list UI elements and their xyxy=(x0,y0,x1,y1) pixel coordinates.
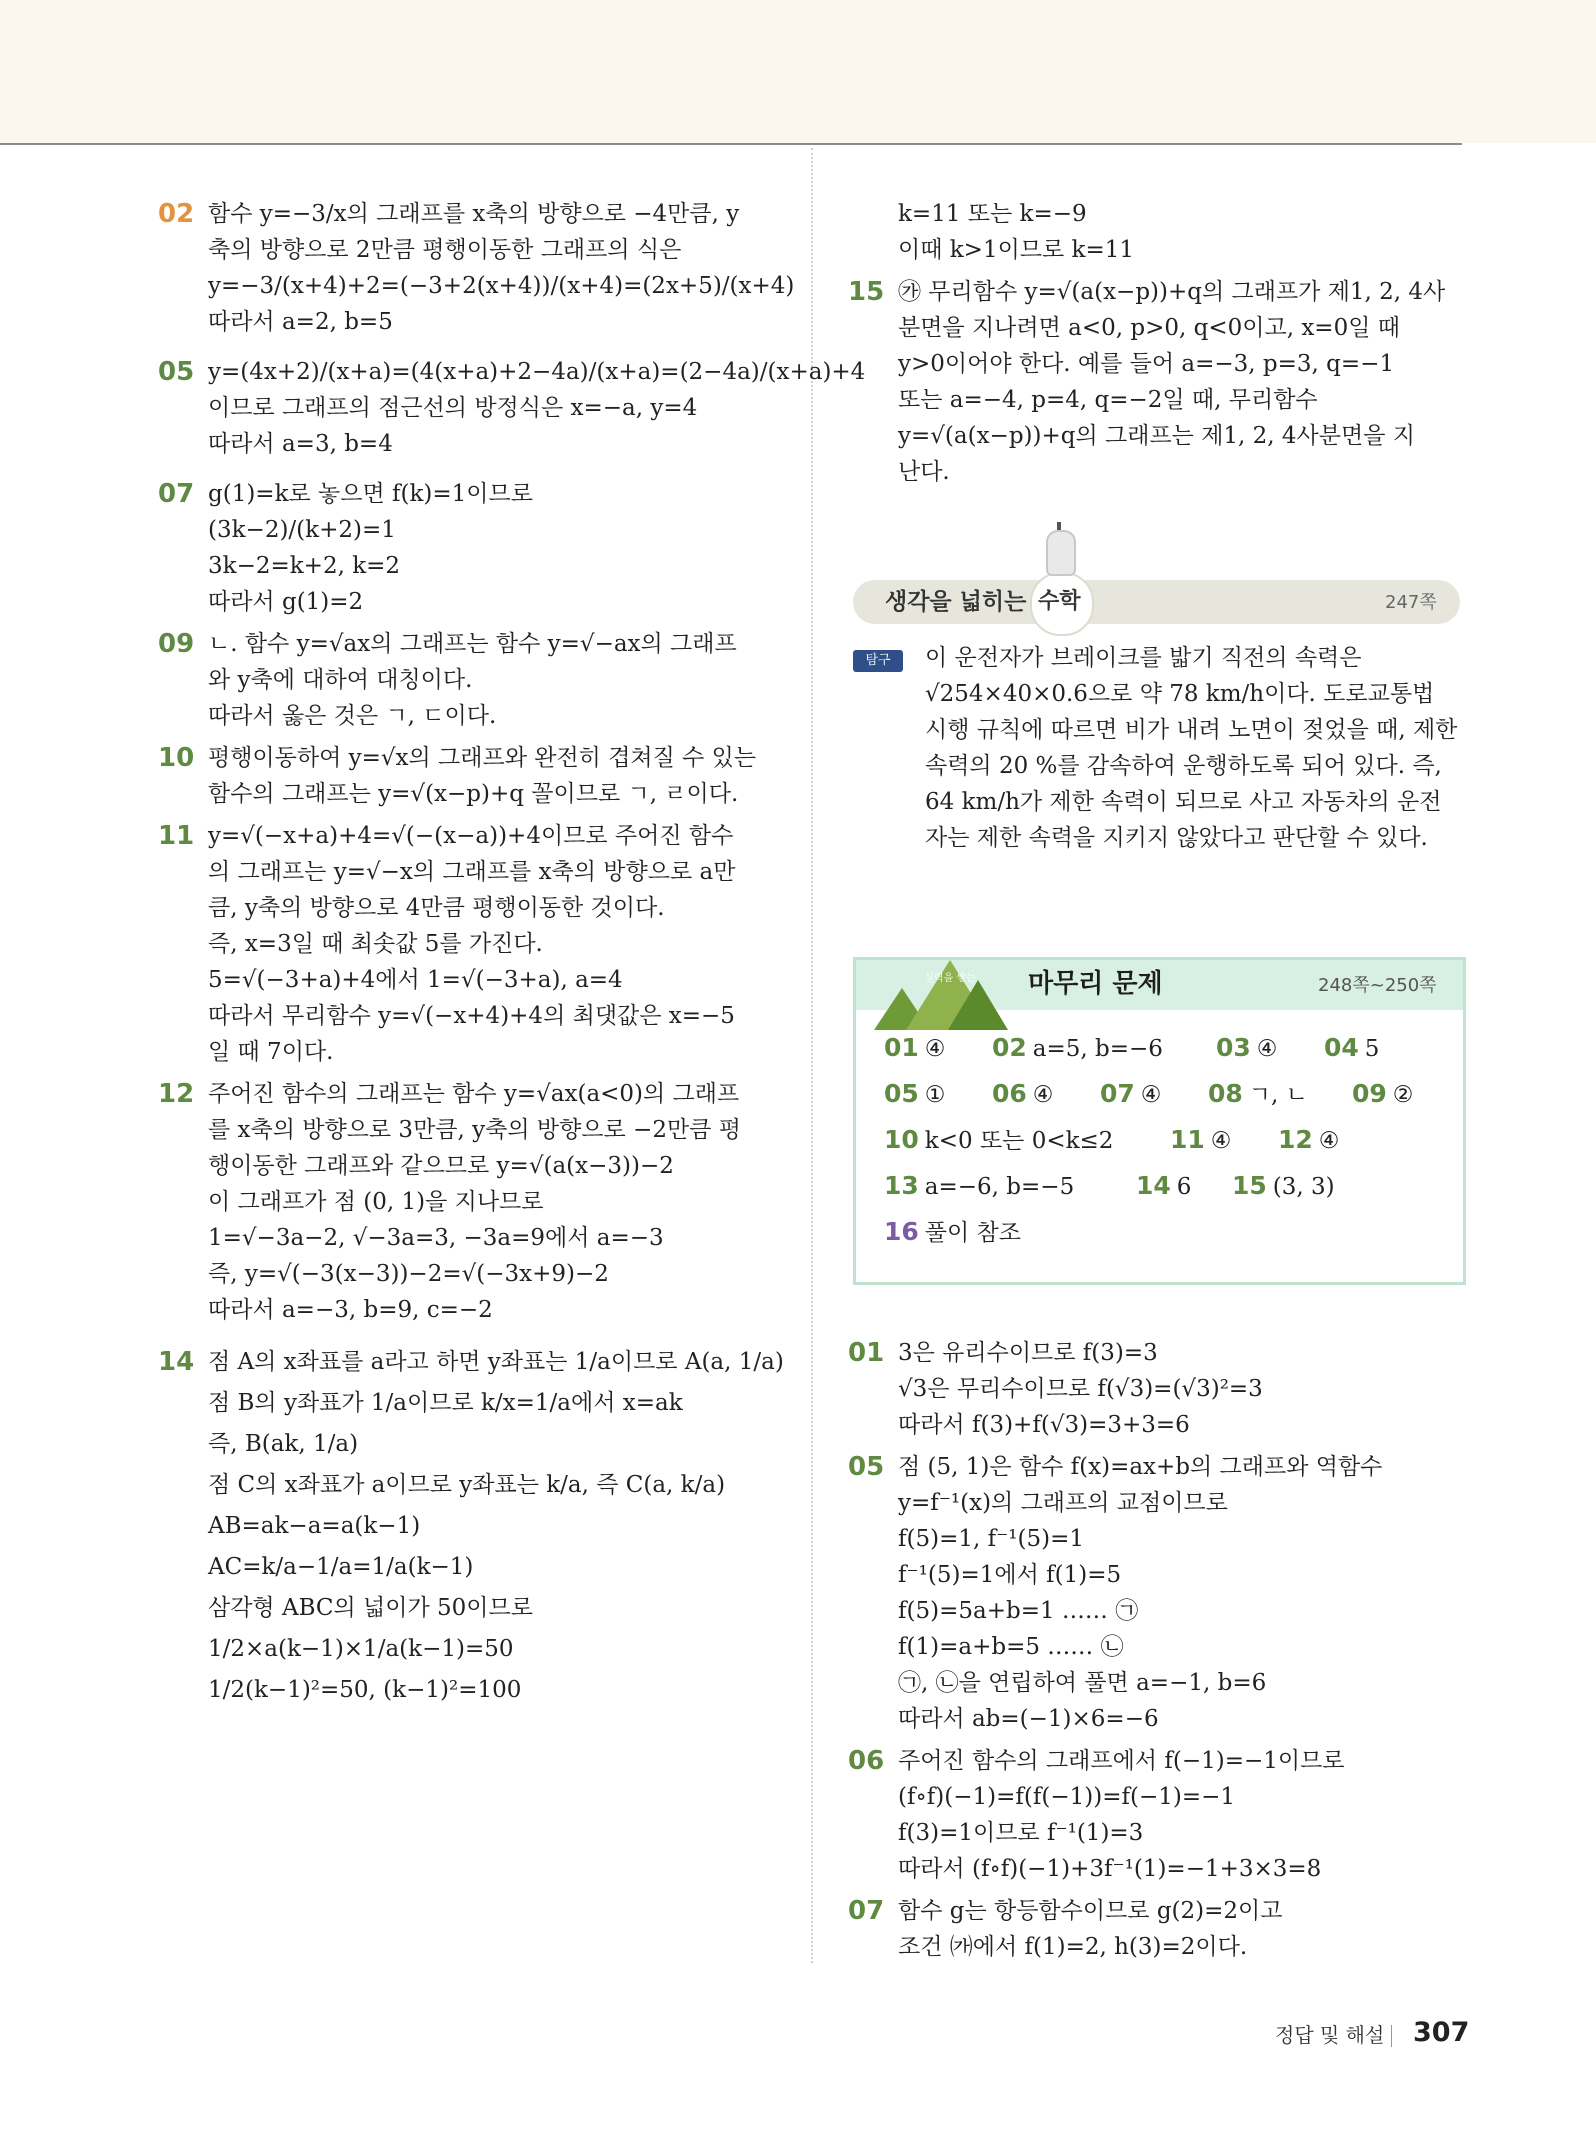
solution-line: 따라서 g(1)=2 xyxy=(208,589,364,615)
solution-line: 함수 y=−3/x의 그래프를 x축의 방향으로 −4만큼, y xyxy=(208,201,740,227)
solution-line: 따라서 a=3, b=4 xyxy=(208,431,393,457)
solution-line: 주어진 함수의 그래프는 함수 y=√ax(a<0)의 그래프 xyxy=(208,1081,740,1107)
problem-number: 07 xyxy=(848,1896,885,1926)
problem-number: 07 xyxy=(158,479,195,509)
right-column-top xyxy=(848,196,1463,496)
solution-line: ㄴ. 함수 y=√ax의 그래프는 함수 y=√−ax의 그래프 xyxy=(208,631,737,657)
solution-line: 따라서 옳은 것은 ㄱ, ㄷ이다. xyxy=(208,703,497,729)
problem-number: 05 xyxy=(848,1452,885,1482)
solution-11 xyxy=(158,818,778,1070)
lightbulb-icon xyxy=(1046,530,1076,576)
think-section-title: 생각을 넓히는 xyxy=(885,589,1027,615)
body-line: 속력의 20 %를 감속하여 운행하도록 되어 있다. 즉, xyxy=(925,753,1442,779)
answer-number: 02 xyxy=(992,1033,1027,1062)
think-section-page: 247쪽 xyxy=(1385,592,1437,613)
explore-tag: 탐구 xyxy=(853,650,903,672)
answer-number: 10 xyxy=(884,1125,919,1154)
answer-number: 03 xyxy=(1216,1033,1251,1062)
answer-item xyxy=(992,1078,1053,1111)
solution-line: 점 (5, 1)은 함수 f(x)=ax+b의 그래프와 역함수 xyxy=(898,1454,1383,1480)
solution-line: 즉, x=3일 때 최솟값 5를 가진다. xyxy=(208,931,543,957)
solution-line: 따라서 f(3)+f(√3)=3+3=6 xyxy=(898,1412,1190,1438)
problem-number: 10 xyxy=(158,743,195,773)
solution-line: 평행이동하여 y=√x의 그래프와 완전히 겹쳐질 수 있는 xyxy=(208,745,757,771)
solution-line: y=(4x+2)/(x+a)=(4(x+a)+2−4a)/(x+a)=(2−4a)/(x+a)+4 xyxy=(208,359,866,385)
answer-number: 16 xyxy=(884,1217,919,1246)
solution-line: 주어진 함수의 그래프에서 f(−1)=−1이므로 xyxy=(898,1748,1345,1774)
body-line: 이 운전자가 브레이크를 밟기 직전의 속력은 xyxy=(925,645,1362,671)
solution-line: 5=√(−3+a)+4에서 1=√(−3+a), a=4 xyxy=(208,967,623,993)
page-number: 307 xyxy=(1413,2017,1470,2048)
solution-line: (f∘f)(−1)=f(f(−1))=f(−1)=−1 xyxy=(898,1784,1236,1810)
answer-item xyxy=(1216,1032,1277,1065)
solution-line: f(5)=1, f⁻¹(5)=1 xyxy=(898,1526,1084,1552)
mountain-icon xyxy=(948,980,1008,1030)
solution-line: 큼, y축의 방향으로 4만큼 평행이동한 것이다. xyxy=(208,895,665,921)
solution-line: 따라서 a=−3, b=9, c=−2 xyxy=(208,1297,493,1323)
solution-line: 3은 유리수이므로 f(3)=3 xyxy=(898,1340,1158,1366)
problem-number: 09 xyxy=(158,629,195,659)
solution-line: 함수의 그래프는 y=√(x−p)+q 꼴이므로 ㄱ, ㄹ이다. xyxy=(208,781,739,807)
solution-line: AC=k/a−1/a=1/a(k−1) xyxy=(208,1554,474,1580)
solution-line: y=f⁻¹(x)의 그래프의 교점이므로 xyxy=(898,1490,1228,1516)
review-solution-05 xyxy=(848,1449,1463,1737)
answer-number: 13 xyxy=(884,1171,919,1200)
answer-number: 01 xyxy=(884,1033,919,1062)
answer-value: 6 xyxy=(1176,1174,1192,1200)
review-title: 마무리 문제 xyxy=(1028,969,1163,999)
solution-line: 즉, B(ak, 1/a) xyxy=(208,1431,359,1457)
solution-07 xyxy=(158,476,778,620)
answer-item xyxy=(1170,1124,1231,1157)
answer-value: a=−6, b=−5 xyxy=(924,1174,1075,1200)
review-solution-06 xyxy=(848,1743,1463,1887)
answer-number: 04 xyxy=(1324,1033,1359,1062)
solution-line: f(1)=a+b=5 …… ㉡ xyxy=(898,1634,1124,1660)
solution-line: 3k−2=k+2, k=2 xyxy=(208,553,401,579)
body-line: 시행 규칙에 따르면 비가 내려 노면이 젖었을 때, 제한 xyxy=(925,717,1458,743)
footer-section-label: 정답 및 해설 xyxy=(1275,2023,1385,2047)
answer-value: ④ xyxy=(924,1036,946,1062)
solution-line: 1/2×a(k−1)×1/a(k−1)=50 xyxy=(208,1636,514,1662)
solution-line: 축의 방향으로 2만큼 평행이동한 그래프의 식은 xyxy=(208,237,682,263)
problem-number: 05 xyxy=(158,357,195,387)
answer-item xyxy=(884,1170,1074,1203)
answer-value: (3, 3) xyxy=(1272,1174,1335,1200)
solution-line: f(3)=1이므로 f⁻¹(1)=3 xyxy=(898,1820,1144,1846)
solution-line: y=−3/(x+4)+2=(−3+2(x+4))/(x+4)=(2x+5)/(x+4) xyxy=(208,273,795,299)
right-column-bottom xyxy=(848,1335,1463,1971)
solution-line: 1=√−3a−2, √−3a=3, −3a=9에서 a=−3 xyxy=(208,1225,664,1251)
solution-line: y=√(−x+a)+4=√(−(x−a))+4이므로 주어진 함수 xyxy=(208,823,734,849)
problem-number: 02 xyxy=(158,199,195,229)
review-problems-box xyxy=(853,957,1466,1285)
solution-line: 점 B의 y좌표가 1/a이므로 k/x=1/a에서 x=ak xyxy=(208,1390,683,1416)
body-line: 자는 제한 속력을 지키지 않았다고 판단할 수 있다. xyxy=(925,825,1428,851)
answer-item xyxy=(1352,1078,1413,1111)
answer-number: 05 xyxy=(884,1079,919,1108)
answer-number: 09 xyxy=(1352,1079,1387,1108)
problem-number: 12 xyxy=(158,1079,195,1109)
solution-line: 따라서 ab=(−1)×6=−6 xyxy=(898,1706,1159,1732)
review-solution-01 xyxy=(848,1335,1463,1443)
answer-number: 11 xyxy=(1170,1125,1205,1154)
solution-line: 이때 k>1이므로 k=11 xyxy=(898,237,1135,263)
solution-line: 이므로 그래프의 점근선의 방정식은 x=−a, y=4 xyxy=(208,395,698,421)
solution-line: 와 y축에 대하여 대칭이다. xyxy=(208,667,473,693)
review-badge: 실력을 쌓는 xyxy=(924,973,976,984)
answer-value: ④ xyxy=(1032,1082,1054,1108)
answer-item xyxy=(1232,1170,1335,1203)
answer-item xyxy=(884,1124,1113,1157)
answer-value: 풀이 참조 xyxy=(924,1220,1021,1246)
solution-line: √3은 무리수이므로 f(√3)=(√3)²=3 xyxy=(898,1376,1263,1402)
think-section-body xyxy=(925,640,1465,856)
solution-14 xyxy=(158,1342,784,1711)
answer-item xyxy=(1208,1078,1308,1111)
answer-item xyxy=(1324,1032,1379,1065)
solution-line: 따라서 (f∘f)(−1)+3f⁻¹(1)=−1+3×3=8 xyxy=(898,1856,1322,1882)
solution-line: ㉠, ㉡을 연립하여 풀면 a=−1, b=6 xyxy=(898,1670,1267,1696)
solution-line: 따라서 a=2, b=5 xyxy=(208,309,393,335)
solution-line: 즉, y=√(−3(x−3))−2=√(−3x+9)−2 xyxy=(208,1261,609,1287)
solution-line: 난다. xyxy=(898,459,950,485)
answer-number: 08 xyxy=(1208,1079,1243,1108)
solution-line: 이 그래프가 점 (0, 1)을 지나므로 xyxy=(208,1189,544,1215)
problem-number: 06 xyxy=(848,1746,885,1776)
answer-item xyxy=(884,1078,945,1111)
answer-number: 07 xyxy=(1100,1079,1135,1108)
problem-number: 01 xyxy=(848,1338,885,1368)
solution-line: 점 A의 x좌표를 a라고 하면 y좌표는 1/a이므로 A(a, 1/a) xyxy=(208,1349,784,1375)
left-column xyxy=(158,196,866,1717)
body-line: 64 km/h가 제한 속력이 되므로 사고 자동차의 운전 xyxy=(925,789,1442,815)
solution-line: ㉮ 무리함수 y=√(a(x−p))+q의 그래프가 제1, 2, 4사 xyxy=(898,279,1446,305)
solution-line: 함수 g는 항등함수이므로 g(2)=2이고 xyxy=(898,1898,1283,1924)
answer-value: a=5, b=−6 xyxy=(1032,1036,1163,1062)
solution-line: 분면을 지나려면 a<0, p>0, q<0이고, x=0일 때 xyxy=(898,315,1400,341)
answer-item xyxy=(884,1216,1021,1249)
answer-value: ① xyxy=(924,1082,946,1108)
solution-line: AB=ak−a=a(k−1) xyxy=(208,1513,421,1539)
solution-05 xyxy=(158,354,866,462)
solution-12 xyxy=(158,1076,778,1328)
answer-number: 15 xyxy=(1232,1171,1267,1200)
solution-line: 조건 ㈎에서 f(1)=2, h(3)=2이다. xyxy=(898,1934,1248,1960)
column-divider xyxy=(811,148,813,1963)
page-header-band xyxy=(0,0,1596,143)
answer-value: ④ xyxy=(1318,1128,1340,1154)
answer-number: 06 xyxy=(992,1079,1027,1108)
answer-number: 12 xyxy=(1278,1125,1313,1154)
solution-15 xyxy=(848,274,1463,490)
answer-number: 14 xyxy=(1136,1171,1171,1200)
solution-line: y>0이어야 한다. 예를 들어 a=−3, p=3, q=−1 xyxy=(898,351,1395,377)
solution-line: 1/2(k−1)²=50, (k−1)²=100 xyxy=(208,1677,522,1703)
solution-line: 를 x축의 방향으로 3만큼, y축의 방향으로 −2만큼 평 xyxy=(208,1117,741,1143)
answer-value: k<0 또는 0<k≤2 xyxy=(924,1128,1114,1154)
answer-item xyxy=(884,1032,945,1065)
solution-line: f⁻¹(5)=1에서 f(1)=5 xyxy=(898,1562,1122,1588)
solution-line: g(1)=k로 놓으면 f(k)=1이므로 xyxy=(208,481,533,507)
solution-line: 의 그래프는 y=√−x의 그래프를 x축의 방향으로 a만 xyxy=(208,859,736,885)
answer-value: ② xyxy=(1392,1082,1414,1108)
header-rule xyxy=(0,143,1462,145)
solution-line: k=11 또는 k=−9 xyxy=(898,201,1087,227)
math-badge-label: 수학 xyxy=(1038,589,1081,614)
answer-item xyxy=(992,1032,1163,1065)
answer-value: ④ xyxy=(1210,1128,1232,1154)
solution-10 xyxy=(158,740,778,812)
solution-line: 따라서 무리함수 y=√(−x+4)+4의 최댓값은 x=−5 xyxy=(208,1003,735,1029)
problem-number: 11 xyxy=(158,821,195,851)
body-line: √254×40×0.6으로 약 78 km/h이다. 도로교통법 xyxy=(925,681,1435,707)
answer-value: ④ xyxy=(1256,1036,1278,1062)
answer-value: ④ xyxy=(1140,1082,1162,1108)
answer-item xyxy=(1278,1124,1339,1157)
solution-14-continued xyxy=(848,196,1463,268)
solution-line: f(5)=5a+b=1 …… ㉠ xyxy=(898,1598,1139,1624)
answer-value: 5 xyxy=(1364,1036,1380,1062)
solution-line: 삼각형 ABC의 넓이가 50이므로 xyxy=(208,1595,533,1621)
review-solution-07 xyxy=(848,1893,1463,1965)
solution-02 xyxy=(158,196,795,340)
review-page-range: 248쪽~250쪽 xyxy=(1318,975,1437,996)
footer-divider xyxy=(1391,2025,1392,2047)
answer-item xyxy=(1100,1078,1161,1111)
answer-item xyxy=(1136,1170,1191,1203)
problem-number: 15 xyxy=(848,277,885,307)
answer-value: ㄱ, ㄴ xyxy=(1248,1082,1308,1108)
solution-line: 행이동한 그래프와 같으므로 y=√(a(x−3))−2 xyxy=(208,1153,674,1179)
solution-line: 또는 a=−4, p=4, q=−2일 때, 무리함수 xyxy=(898,387,1318,413)
solution-09 xyxy=(158,626,778,734)
solution-line: y=√(a(x−p))+q의 그래프는 제1, 2, 4사분면을 지 xyxy=(898,423,1415,449)
solution-line: 일 때 7이다. xyxy=(208,1039,334,1065)
solution-line: (3k−2)/(k+2)=1 xyxy=(208,517,396,543)
problem-number: 14 xyxy=(158,1347,195,1377)
solution-line: 점 C의 x좌표가 a이므로 y좌표는 k/a, 즉 C(a, k/a) xyxy=(208,1472,726,1498)
